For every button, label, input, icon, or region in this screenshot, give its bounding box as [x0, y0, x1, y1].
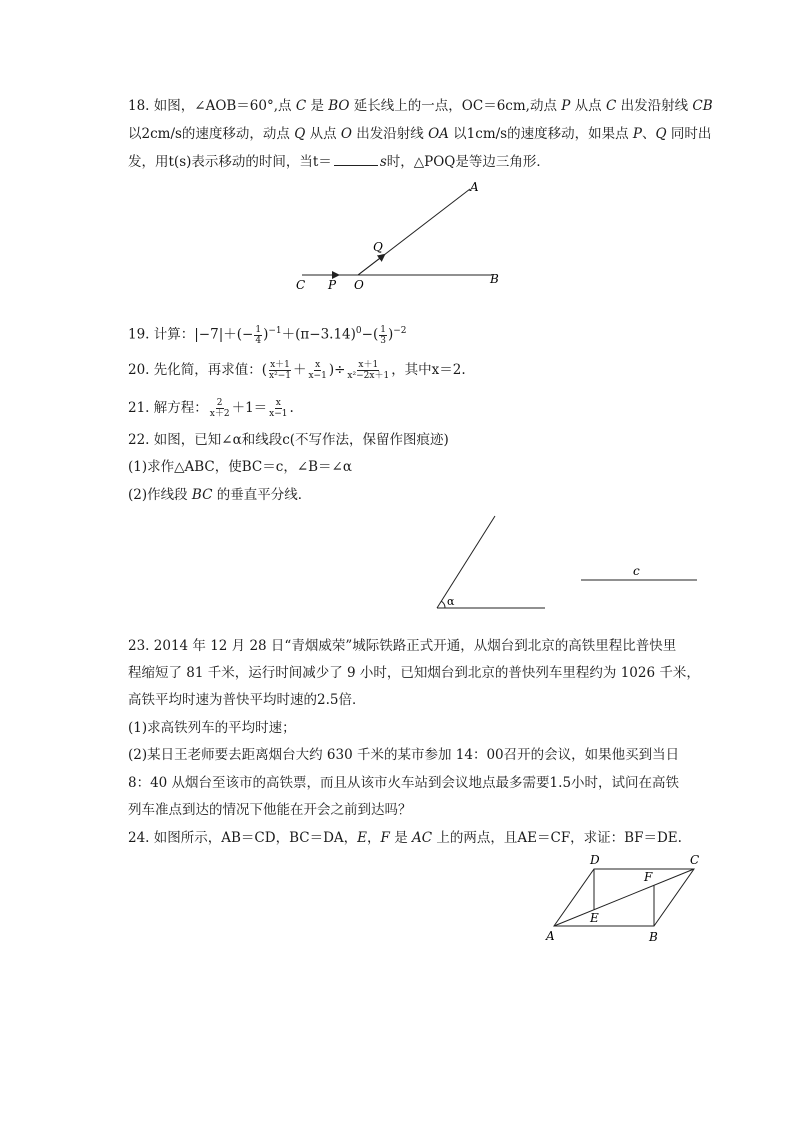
q23-line-2: 程缩短了 81 千米，运行时间减少了 9 小时，已知烟台到北京的普快列车里程约为 1026 千米， — [128, 665, 700, 681]
q22-line-3: (2)作线段 BC 的垂直平分线． — [128, 487, 312, 503]
label-p: P — [328, 278, 337, 292]
q23-line-4: (1)求高铁列车的平均时速； — [128, 720, 296, 736]
q23-line-7: 列车准点到达的情况下他能在开会之前到达吗？ — [128, 802, 412, 818]
q21: 21. 解方程： $\frac{2}{x+2}$ ＋1＝ $\frac{x}{x-1}$ . — [128, 398, 294, 419]
label-c: C — [296, 278, 306, 292]
angle-arc — [441, 601, 445, 608]
q22-line-1: 22. 如图，已知∠α和线段c(不写作法，保留作图痕迹) — [128, 432, 449, 448]
q20: 20. 先化简，再求值：( $\frac{x+1}{\text{x²−1}}$ ＋ $\frac{x}{x-1}$ )÷ $\frac{x+1}{\text{x²−2x＋1}}$ ，其中x＝2. — [128, 360, 466, 381]
angle-arm-1 — [437, 516, 495, 608]
label-b: B — [649, 930, 658, 944]
alpha-label: α — [447, 595, 455, 608]
label-a: A — [470, 180, 479, 194]
q22-figure — [425, 510, 715, 615]
label-c: C — [690, 853, 700, 867]
q23-line-3: 高铁平均时速为普快平均时速的2.5倍． — [128, 692, 366, 708]
q23-line-1: 23. 2014 年 12 月 28 日“青烟威荣”城际铁路正式开通，从烟台到北京的高铁里程比普快里 — [128, 638, 677, 654]
label-d: D — [590, 853, 600, 867]
label-a: A — [546, 929, 555, 943]
q24-figure — [540, 850, 710, 950]
q18-line-2: 以2cm/s的速度移动，动点 Q 从点 O 出发沿射线 OA 以1cm/s的速度移动，如果点 P、Q 同时出 — [128, 126, 712, 142]
segment-c-label: c — [633, 564, 640, 578]
q24: 24. 如图所示，AB＝CD，BC＝DA，E，F 是 AC 上的两点，且AE＝CF，求证：BF＝DE. — [128, 830, 682, 846]
label-e: E — [590, 911, 599, 925]
label-b: B — [490, 272, 499, 286]
q23-line-5: (2)某日王老师要去距离烟台大约 630 千米的某市参加 14：00召开的会议，如果他买到当日 — [128, 747, 680, 763]
q18-line-1: 18. 如图，∠AOB＝60°,点 C 是 BO 延长线上的一点，OC＝6cm,动点 P 从点 C 出发沿射线 CB — [128, 98, 713, 114]
q18-line-3: 发，用t(s)表示移动的时间，当t＝ s时，△POQ是等边三角形． — [128, 154, 550, 170]
q-arrow — [358, 255, 384, 275]
q18-figure — [280, 175, 520, 300]
q19: 19. 计算：|−7|＋(− $\frac{1}{4}$ )$^{-1}+(\pi-3.14)^0-$( $\frac{1}{3}$ )$^{-2}$ — [128, 324, 407, 346]
q23-line-6: 8：40 从烟台至该市的高铁票，而且从该市火车站到会议地点最多需要1.5小时，试问在高铁 — [128, 775, 680, 791]
label-q: Q — [373, 240, 383, 254]
label-f: F — [644, 870, 653, 884]
diagonal-ac — [554, 869, 694, 926]
label-o: O — [354, 278, 364, 292]
answer-blank — [334, 153, 378, 166]
q22-line-2: (1)求作△ABC，使BC＝c，∠B＝∠α — [128, 459, 352, 475]
